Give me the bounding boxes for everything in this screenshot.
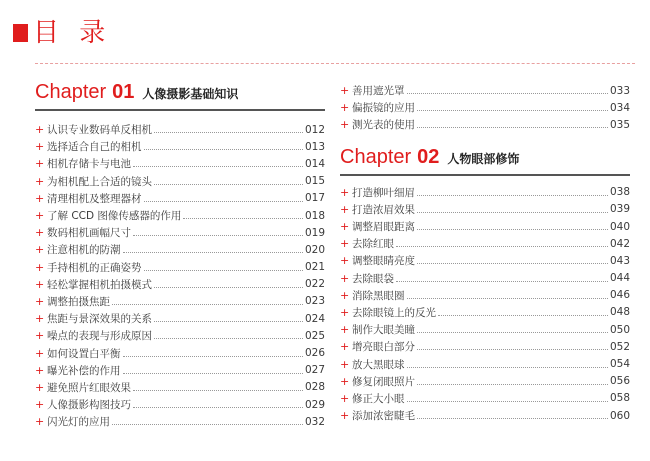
toc-entry-page: 014 xyxy=(304,157,325,170)
plus-icon: + xyxy=(340,374,350,388)
dot-leader xyxy=(407,401,608,402)
toc-entry-page: 013 xyxy=(304,140,325,153)
chapter-heading xyxy=(35,81,325,107)
toc-entry-label: 为相机配上合适的镜头 xyxy=(47,175,152,188)
toc-entry-page: 026 xyxy=(304,347,325,360)
plus-icon: + xyxy=(340,185,350,199)
dot-leader xyxy=(417,418,608,419)
plus-icon: + xyxy=(340,340,350,354)
toc-entry-page: 058 xyxy=(609,392,630,405)
toc-entry-page: 042 xyxy=(609,237,630,250)
toc-entry-label: 了解 CCD 图像传感器的作用 xyxy=(47,210,182,223)
toc-entry-label: 调整拍摄焦距 xyxy=(47,295,110,308)
toc-entry[interactable] xyxy=(340,252,630,269)
toc-entry-label: 打造浓眉效果 xyxy=(352,203,415,216)
dot-leader xyxy=(133,166,303,167)
toc-entry-label: 注意相机的防潮 xyxy=(47,244,121,257)
toc-entry-label: 选择适合自己的相机 xyxy=(47,141,142,154)
dot-leader xyxy=(396,281,608,282)
toc-entry-page: 043 xyxy=(609,254,630,267)
toc-entry-label: 放大黑眼球 xyxy=(352,358,405,371)
toc-entry-label: 噪点的表现与形成原因 xyxy=(47,330,152,343)
toc-entry[interactable] xyxy=(340,304,630,321)
plus-icon: + xyxy=(35,329,45,343)
toc-entry-page: 018 xyxy=(304,209,325,222)
plus-icon: + xyxy=(340,305,350,319)
plus-icon: + xyxy=(340,357,350,371)
toc-entry-page: 023 xyxy=(304,295,325,308)
toc-entry-page: 019 xyxy=(304,226,325,239)
toc-entry-page: 046 xyxy=(609,289,630,302)
dot-leader xyxy=(112,304,303,305)
toc-entry[interactable] xyxy=(35,293,325,310)
toc-entry-page: 032 xyxy=(304,415,325,428)
toc-entry[interactable] xyxy=(35,224,325,241)
dot-leader xyxy=(123,373,303,374)
toc-entry[interactable] xyxy=(35,413,325,430)
dot-leader xyxy=(438,315,608,316)
toc-entry[interactable] xyxy=(35,155,325,172)
toc-entry[interactable] xyxy=(340,82,630,99)
plus-icon: + xyxy=(35,191,45,205)
toc-list xyxy=(35,121,325,430)
toc-entry-label: 增亮眼白部分 xyxy=(352,341,415,354)
toc-entry[interactable] xyxy=(340,355,630,372)
plus-icon: + xyxy=(35,294,45,308)
toc-entry-label: 善用遮光罩 xyxy=(352,85,405,98)
dot-leader xyxy=(396,246,608,247)
toc-entry-page: 020 xyxy=(304,243,325,256)
page-title: 目 录 xyxy=(33,18,112,48)
toc-entry-label: 测光表的使用 xyxy=(352,119,415,132)
toc-entry-page: 050 xyxy=(609,323,630,336)
toc-entry-page: 027 xyxy=(304,364,325,377)
page-header xyxy=(13,20,111,46)
toc-entry[interactable] xyxy=(35,173,325,190)
chapter-title: 人像摄影基础知识 xyxy=(142,87,239,101)
toc-entry-label: 去除红眼 xyxy=(352,238,394,251)
toc-entry-page: 060 xyxy=(609,409,630,422)
toc-entry-label: 打造柳叶细眉 xyxy=(352,186,415,199)
toc-entry-page: 028 xyxy=(304,381,325,394)
plus-icon: + xyxy=(35,398,45,412)
dot-leader xyxy=(407,367,608,368)
toc-entry-label: 偏振镜的应用 xyxy=(352,102,415,115)
toc-entry-label: 焦距与景深效果的关系 xyxy=(47,313,152,326)
toc-entry-label: 认识专业数码单反相机 xyxy=(47,124,152,137)
toc-entry-page: 029 xyxy=(304,398,325,411)
dot-leader xyxy=(133,390,303,391)
toc-entry-page: 012 xyxy=(304,123,325,136)
plus-icon: + xyxy=(340,323,350,337)
toc-entry-page: 048 xyxy=(609,306,630,319)
toc-entry-label: 曝光补偿的作用 xyxy=(47,364,121,377)
toc-entry[interactable] xyxy=(35,138,325,155)
dot-leader xyxy=(417,384,608,385)
dot-leader xyxy=(407,93,608,94)
toc-entry-page: 054 xyxy=(609,358,630,371)
toc-entry-page: 056 xyxy=(609,375,630,388)
plus-icon: + xyxy=(340,118,350,132)
toc-entry-page: 044 xyxy=(609,272,630,285)
dot-leader xyxy=(154,184,303,185)
toc-entry-page: 015 xyxy=(304,175,325,188)
dot-leader xyxy=(154,338,303,339)
toc-column-left xyxy=(35,81,325,430)
dot-leader xyxy=(417,212,608,213)
toc-entry[interactable] xyxy=(340,373,630,390)
toc-entry-page: 024 xyxy=(304,312,325,325)
toc-entry[interactable] xyxy=(340,201,630,218)
toc-entry[interactable] xyxy=(340,116,630,133)
chapter-word: Chapter xyxy=(340,145,412,168)
dot-leader xyxy=(144,270,303,271)
toc-entry[interactable] xyxy=(35,310,325,327)
toc-entry[interactable] xyxy=(340,390,630,407)
chapter-02 xyxy=(340,146,630,425)
toc-entry-page: 021 xyxy=(304,261,325,274)
toc-entry[interactable] xyxy=(340,407,630,424)
dot-leader xyxy=(133,235,303,236)
toc-entry-label: 消除黑眼圈 xyxy=(352,289,405,302)
toc-entry[interactable] xyxy=(35,121,325,138)
plus-icon: + xyxy=(35,346,45,360)
dot-leader xyxy=(154,321,303,322)
plus-icon: + xyxy=(340,202,350,216)
plus-icon: + xyxy=(35,380,45,394)
toc-entry-label: 去除眼镜上的反光 xyxy=(352,306,436,319)
plus-icon: + xyxy=(340,271,350,285)
toc-entry-label: 调整眼睛亮度 xyxy=(352,255,415,268)
plus-icon: + xyxy=(35,174,45,188)
dot-leader xyxy=(417,332,608,333)
dot-leader xyxy=(144,149,303,150)
chapter-rule xyxy=(35,109,325,111)
dot-leader xyxy=(183,218,303,219)
toc-entry-label: 数码相机画幅尺寸 xyxy=(47,227,131,240)
toc-entry-page: 034 xyxy=(609,101,630,114)
plus-icon: + xyxy=(35,277,45,291)
plus-icon: + xyxy=(35,260,45,274)
toc-entry-page: 039 xyxy=(609,203,630,216)
toc-entry-label: 人像摄影构图技巧 xyxy=(47,399,131,412)
toc-entry[interactable] xyxy=(35,379,325,396)
toc-entry[interactable] xyxy=(35,396,325,413)
toc-entry-label: 清理相机及整理器材 xyxy=(47,192,142,205)
red-square-icon xyxy=(13,24,28,42)
chapter-word: Chapter xyxy=(35,81,107,103)
dot-leader xyxy=(123,252,303,253)
toc-entry-label: 制作大眼美瞳 xyxy=(352,324,415,337)
toc-entry-page: 038 xyxy=(609,186,630,199)
toc-entry[interactable] xyxy=(35,241,325,258)
plus-icon: + xyxy=(340,84,350,98)
dashed-divider xyxy=(35,63,635,64)
plus-icon: + xyxy=(340,237,350,251)
dot-leader xyxy=(417,263,608,264)
chapter-number: 02 xyxy=(417,145,440,168)
plus-icon: + xyxy=(340,254,350,268)
toc-entry-label: 相机存储卡与电池 xyxy=(47,158,131,171)
toc-entry[interactable] xyxy=(340,287,630,304)
toc-entry-label: 避免照片红眼效果 xyxy=(47,381,131,394)
dot-leader xyxy=(154,132,303,133)
plus-icon: + xyxy=(35,157,45,171)
toc-entry[interactable] xyxy=(340,184,630,201)
toc-entry[interactable] xyxy=(340,321,630,338)
toc-entry[interactable] xyxy=(35,259,325,276)
toc-entry-label: 去除眼袋 xyxy=(352,272,394,285)
toc-entry[interactable] xyxy=(35,276,325,293)
toc-entry-label: 添加浓密睫毛 xyxy=(352,410,415,423)
toc-list xyxy=(340,184,630,425)
plus-icon: + xyxy=(35,312,45,326)
plus-icon: + xyxy=(35,415,45,429)
toc-list-continued xyxy=(340,82,630,134)
toc-entry[interactable] xyxy=(340,99,630,116)
plus-icon: + xyxy=(340,391,350,405)
toc-entry-page: 017 xyxy=(304,192,325,205)
dot-leader xyxy=(133,407,303,408)
dot-leader xyxy=(417,195,608,196)
toc-entry-page: 033 xyxy=(609,84,630,97)
toc-entry-label: 闪光灯的应用 xyxy=(47,416,110,429)
chapter-title: 人物眼部修饰 xyxy=(447,151,520,166)
toc-entry[interactable] xyxy=(340,218,630,235)
dot-leader xyxy=(407,298,608,299)
plus-icon: + xyxy=(35,209,45,223)
toc-entry-page: 035 xyxy=(609,118,630,131)
toc-entry-page: 040 xyxy=(609,220,630,233)
toc-entry[interactable] xyxy=(340,270,630,287)
plus-icon: + xyxy=(340,409,350,423)
dot-leader xyxy=(123,356,303,357)
toc-entry-label: 修正大小眼 xyxy=(352,392,405,405)
dot-leader xyxy=(417,229,608,230)
toc-entry[interactable] xyxy=(340,235,630,252)
dot-leader xyxy=(112,424,303,425)
dot-leader xyxy=(417,127,608,128)
plus-icon: + xyxy=(35,123,45,137)
toc-entry[interactable] xyxy=(340,338,630,355)
plus-icon: + xyxy=(35,140,45,154)
toc-entry[interactable] xyxy=(35,190,325,207)
toc-entry[interactable] xyxy=(35,327,325,344)
toc-entry[interactable] xyxy=(35,362,325,379)
chapter-number: 01 xyxy=(112,81,135,103)
plus-icon: + xyxy=(340,288,350,302)
plus-icon: + xyxy=(35,243,45,257)
dot-leader xyxy=(417,110,608,111)
toc-entry-label: 如何设置白平衡 xyxy=(47,347,121,360)
plus-icon: + xyxy=(35,363,45,377)
toc-entry-page: 052 xyxy=(609,340,630,353)
toc-entry[interactable] xyxy=(35,207,325,224)
chapter-rule xyxy=(340,174,630,176)
plus-icon: + xyxy=(35,226,45,240)
toc-entry[interactable] xyxy=(35,344,325,361)
plus-icon: + xyxy=(340,220,350,234)
chapter-01 xyxy=(35,81,325,430)
toc-entry-label: 手持相机的正确姿势 xyxy=(47,261,142,274)
plus-icon: + xyxy=(340,101,350,115)
dot-leader xyxy=(154,287,303,288)
toc-entry-page: 025 xyxy=(304,329,325,342)
toc-entry-label: 修复闭眼照片 xyxy=(352,375,415,388)
dot-leader xyxy=(144,201,303,202)
toc-entry-page: 022 xyxy=(304,278,325,291)
toc-entry-label: 调整眉眼距离 xyxy=(352,221,415,234)
chapter-heading xyxy=(340,146,630,172)
toc-column-right xyxy=(340,82,630,424)
toc-entry-label: 轻松掌握相机拍摄模式 xyxy=(47,278,152,291)
dot-leader xyxy=(417,349,608,350)
